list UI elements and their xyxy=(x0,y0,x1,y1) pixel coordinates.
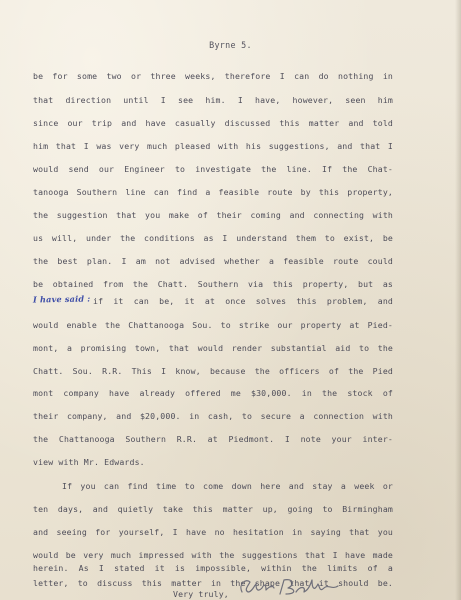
letter-line: If you can find time to come down here and stay a week or xyxy=(62,481,393,491)
letter-line: since our trip and have casually discussed this matter and told xyxy=(33,118,393,128)
letter-line: be obtained from the Chatt. Southern via this property, but as xyxy=(33,279,393,289)
letter-line: Chatt. Sou. R.R. This I know, because the officers of the Pied xyxy=(33,366,393,376)
letter-line: would send our Engineer to investigate the line. If the Chat- xyxy=(33,164,393,174)
letter-line: mont company have already offered me $30,000. in the stock of xyxy=(33,388,393,398)
letter-line: be for some two or three weeks, therefore I can do nothing in xyxy=(33,71,393,81)
letter-line: would enable the Chattanooga Sou. to strike our property at Pied- xyxy=(33,320,393,330)
letter-line: tanooga Southern line can find a feasible route by this property, xyxy=(33,187,393,197)
letter-line: view with Mr. Edwards. xyxy=(33,457,145,467)
letter-line: the Chattanooga Southern R.R. at Piedmont. I note your inter- xyxy=(33,434,393,444)
letter-line: the best plan. I am not advised whether a feasible route could xyxy=(33,256,393,266)
handwritten-insert xyxy=(33,294,90,304)
handwritten-insert-text: I have said : xyxy=(32,293,91,305)
letter-line: us will, under the conditions as I understand them to exist, be xyxy=(33,233,393,243)
letter-line: ten days, and quietly take this matter up, going to Birmingham xyxy=(33,504,393,514)
signature xyxy=(236,572,346,600)
letter-line: and seeing for yourself, I have no hesitation in saying that you xyxy=(33,527,393,537)
signature-graphic xyxy=(236,572,346,600)
letter-line: that direction until I see him. I have, however, seen him xyxy=(33,95,393,105)
letter-line: herein. As I stated it is impossible, within the limits of a xyxy=(33,563,393,573)
closing: Very truly, xyxy=(173,589,229,599)
letter-line: mont, a promising town, that would render substantial aid to the xyxy=(33,343,393,353)
letter-line: the suggestion that you make of their coming and connecting with xyxy=(33,210,393,220)
letter-line: letter, to discuss this matter in the shape that it should be. xyxy=(33,578,393,588)
letter-line: if it can be, it at once solves this problem, and xyxy=(93,296,393,306)
letter-line: their company, and $20,000. in cash, to secure a connection with xyxy=(33,411,393,421)
letter-line: would be very much impressed with the suggestions that I have made xyxy=(33,550,393,560)
page-edge-shadow xyxy=(455,0,461,600)
letter-line: him that I was very much pleased with his suggestions, and that I xyxy=(33,141,393,151)
page-number: Byrne 5. xyxy=(209,40,252,50)
